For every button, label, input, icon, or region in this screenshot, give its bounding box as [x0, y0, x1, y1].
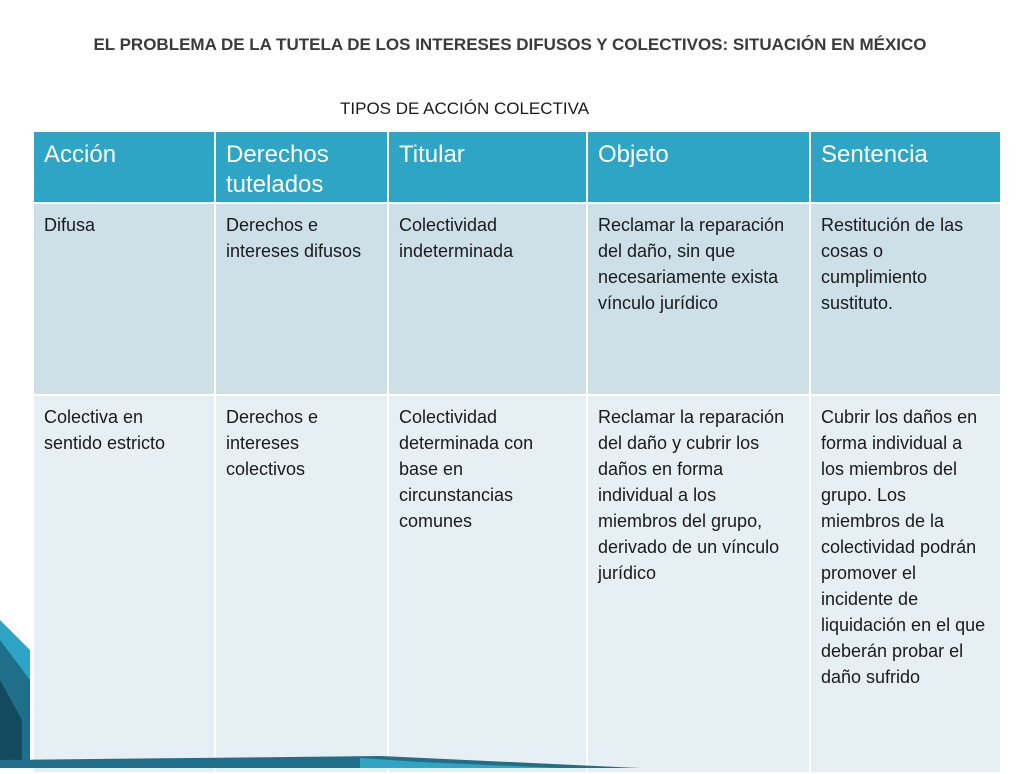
- header-derechos-tutelados: Derechos tutelados: [215, 131, 388, 203]
- table-row: [33, 203, 1001, 395]
- table-row: [33, 395, 1001, 773]
- cell-titular: Colectividad indeterminada: [388, 203, 587, 395]
- cell-sentencia: Restitución de las cosas o cumplimiento sustituto.: [810, 203, 1001, 395]
- cell-accion: Difusa: [33, 203, 215, 395]
- slide-subtitle: TIPOS DE ACCIÓN COLECTIVA: [340, 99, 590, 118]
- slide-title: EL PROBLEMA DE LA TUTELA DE LOS INTERESES DIFUSOS Y COLECTIVOS: SITUACIÓN EN MÉXICO: [93, 35, 927, 54]
- header-accion: Acción: [33, 131, 215, 203]
- cell-objeto: Reclamar la reparación del daño y cubrir los daños en forma individual a los miembros del grupo, derivado de un vínculo jurídico: [587, 395, 810, 773]
- cell-derechos: Derechos e intereses difusos: [215, 203, 388, 395]
- decorative-wave-left: [0, 620, 30, 768]
- header-sentencia: Sentencia: [810, 131, 1001, 203]
- cell-derechos: Derechos e intereses colectivos: [215, 395, 388, 773]
- cell-accion: Colectiva en sentido estricto: [33, 395, 215, 773]
- cell-sentencia: Cubrir los daños en forma individual a los miembros del grupo. Los miembros de la colectividad podrán promover el incidente de liquidación en el que deberán probar el daño sufrido: [810, 395, 1001, 773]
- collective-actions-table: [32, 130, 1002, 774]
- decorative-wave-bottom: [0, 752, 1024, 768]
- header-titular: Titular: [388, 131, 587, 203]
- cell-objeto: Reclamar la reparación del daño, sin que necesariamente exista vínculo jurídico: [587, 203, 810, 395]
- table-header-row: [33, 131, 1001, 203]
- header-objeto: Objeto: [587, 131, 810, 203]
- cell-titular: Colectividad determinada con base en circunstancias comunes: [388, 395, 587, 773]
